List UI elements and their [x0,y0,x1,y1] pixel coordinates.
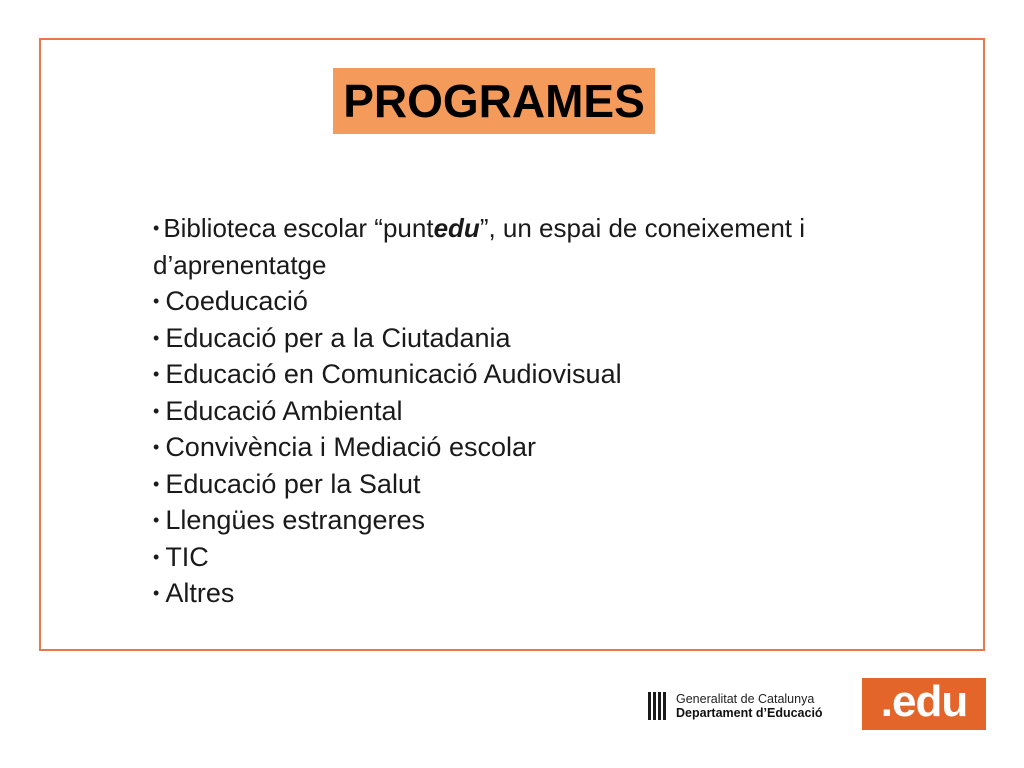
page-title: PROGRAMES [343,75,645,127]
bullet-icon: • [153,510,160,530]
generalitat-line1: Generalitat de Catalunya [676,692,815,706]
list-item-biblioteca [153,210,953,283]
list-item-label: Convivència i Mediació escolar [165,432,536,462]
bullet-icon: • [153,546,160,567]
bullet-icon: • [153,400,160,421]
bullet-icon: • [153,473,160,494]
list-item [153,429,953,466]
generalitat-emblem-icon [648,692,668,720]
list-item [153,539,953,576]
edu-logo-text: .edu [880,677,968,726]
list-item [153,502,953,539]
bullet-icon: • [153,364,160,384]
list-item [153,283,953,320]
list-item-label: Altres [165,578,235,608]
list-item-label: Educació en Comunicació Audiovisual [165,359,622,389]
list-item [153,356,953,393]
list-item-label: TIC [165,541,209,572]
bullet-icon: • [153,437,160,457]
list-item-brand: edu [433,213,480,243]
list-item-suffix: ”, un espai de coneixement i d’aprenentatge [153,213,806,280]
list-item-label: Educació per a la Ciutadania [165,322,511,353]
list-item [153,575,953,612]
list-item [153,320,953,357]
bullet-icon: • [153,583,160,603]
list-item-label: Educació per la Salut [165,468,421,499]
generalitat-logo [648,690,823,722]
bullet-icon: • [153,327,160,348]
list-item-label: Llengües estrangeres [165,505,425,535]
generalitat-line2: Departament d’Educació [676,706,823,720]
list-item [153,393,953,430]
title-banner [333,68,655,134]
generalitat-wordmark [676,692,823,720]
programs-list [153,210,953,612]
edu-logo [862,678,986,730]
bullet-icon: • [153,291,160,311]
bullet-icon: • [153,218,160,238]
list-item-label: Educació Ambiental [165,395,403,426]
list-item-prefix: Biblioteca escolar “punt [163,213,434,243]
list-item [153,466,953,503]
list-item-label: Coeducació [165,286,308,316]
